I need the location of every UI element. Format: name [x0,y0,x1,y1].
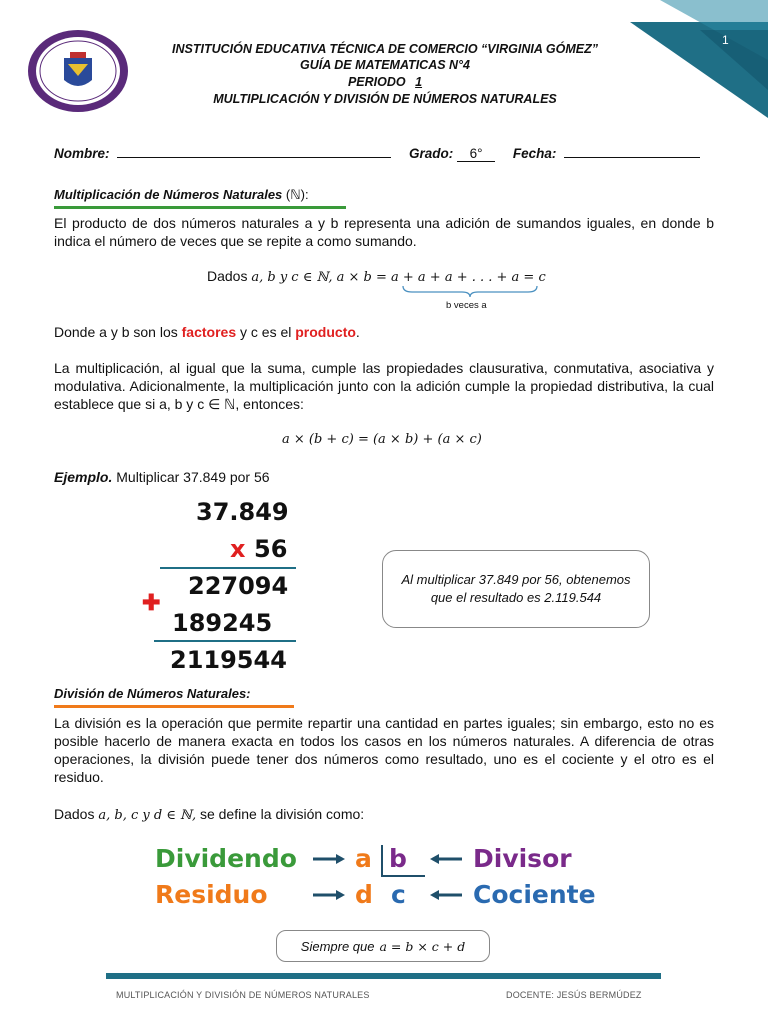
fecha-label: Fecha: [512,146,557,161]
product-result: 2119544 [170,646,287,674]
dividendo-label: Dividendo [155,844,297,873]
residuo-label: Residuo [155,880,268,909]
division-paragraph-1: La división es la operación que permite repartir una cantidad en partes iguales; sin embargo, esto no es posible hacerlo de manera exacta en todos los casos en los números naturales. A diferencia de otras operaciones, la división puede tener dos números como resultado, uno es el cociente y el otro es el residuo. [54,715,714,785]
operand-second: 56 [254,535,288,563]
division-bracket-vertical [381,845,383,877]
para2-pre: Donde a y b son los [54,324,178,340]
division-section-title: División de Números Naturales: [54,686,251,701]
mult-title-symbol: (ℕ): [285,187,309,202]
page-number: 1 [722,33,729,47]
divisor-label: Divisor [473,844,572,873]
nombre-field[interactable] [117,144,391,158]
fecha-field[interactable] [564,144,700,158]
arrow-divisor-left [429,852,463,866]
grado-label: Grado: [409,146,454,161]
mult-paragraph-2 [54,323,360,341]
division-paragraph-2 [54,805,364,825]
periodo-value: 1 [415,75,423,89]
div-para2-post: se define la división como: [199,806,365,822]
formula-math: a, b y c ∈ ℕ, a × b = a + a + a + . . . + a = c [251,270,546,285]
header-line-3 [100,75,670,90]
header-line-2: GUÍA DE MATEMATICAS N°4 [299,58,471,72]
siempre-math: a = b × c + d [379,938,466,954]
student-form [54,144,719,162]
footer-bar [106,973,661,979]
formula-dados: Dados [207,268,248,284]
brace-under-sum [400,284,540,298]
producto-term: producto [295,324,356,340]
example-line [54,468,270,486]
divisor-b: b [389,844,407,873]
mult-paragraph-1: El producto de dos números naturales a y b representa una adición de sumandos iguales, en donde b indica el número de veces que se repite a como sumando. [54,215,714,249]
arrow-cociente-left [429,888,463,902]
div-para2-math: a, b, c y d ∈ ℕ, [98,808,197,823]
para2-mid: y c es el [240,324,292,340]
arrow-dividendo-right [312,852,346,866]
distributive-formula: a × (b + c) = (a × b) + (a × c) [282,432,482,447]
brace-label: b veces a [446,300,487,311]
dividend-a: a [355,844,372,873]
siempre-text: Siempre que [300,938,375,954]
nombre-label: Nombre: [54,146,110,161]
arrow-residuo-right [312,888,346,902]
partial-product-1: 227094 [188,572,289,600]
example-text: Multiplicar 37.849 por 56 [116,469,270,485]
operand-top: 37.849 [196,498,289,526]
cociente-label: Cociente [473,880,596,909]
mult-formula [207,268,546,285]
header-line-1: INSTITUCIÓN EDUCATIVA TÉCNICA DE COMERCIO “VIRGINIA GÓMEZ” [172,42,598,56]
footer-left: MULTIPLICACIÓN Y DIVISIÓN DE NÚMEROS NATURALES [116,990,370,1000]
callout-text: Al multiplicar 37.849 por 56, obtenemos que el resultado es 2.119.544 [401,572,631,605]
div-para2-pre: Dados [54,806,95,822]
result-callout [382,550,650,628]
siempre-box [276,930,490,962]
plus-sign: ✚ [142,590,161,615]
factores-term: factores [181,324,237,340]
rule-1 [160,567,296,569]
periodo-label: PERIODO [347,75,406,89]
footer-right: DOCENTE: JESÚS BERMÚDEZ [506,990,642,1000]
times-sign: x [230,535,246,563]
division-bracket-horizontal [381,875,425,877]
mult-title-underline [54,206,346,209]
para2-end: . [355,324,360,340]
grado-field[interactable]: 6° [457,146,495,162]
mult-section-title [54,187,309,203]
quotient-c: c [391,880,406,909]
division-title-underline [54,705,294,708]
mult-paragraph-3: La multiplicación, al igual que la suma, cumple las propiedades clausurativa, conmutativa, asociativa y modulativa. Adicionalmente, la multiplicación junto con la adición cumple la propiedad distributiva, la cual establece que si a, b y c ∈ ℕ, entonces: [54,360,714,412]
header-line-4: MULTIPLICACIÓN Y DIVISIÓN DE NÚMEROS NATURALES [213,92,557,106]
example-label: Ejemplo. [54,469,113,485]
residue-d: d [355,880,373,909]
partial-product-2: 189245 [172,609,273,637]
rule-2 [154,640,296,642]
mult-title-text: Multiplicación de Números Naturales [54,187,283,202]
